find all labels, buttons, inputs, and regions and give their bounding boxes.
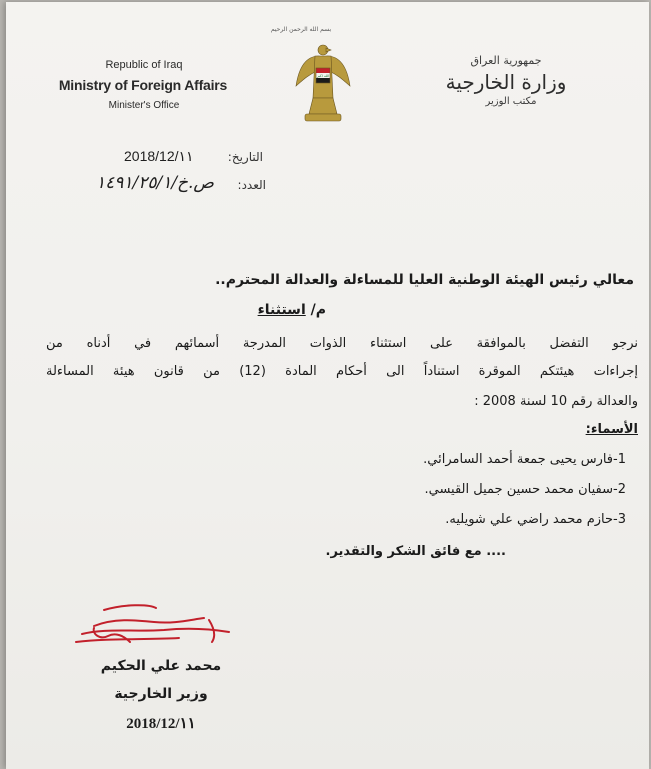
number-value: ص.خ/١٤٩١/٢٥/١ (95, 173, 214, 193)
subject-line (206, 302, 326, 318)
header-ministry-en: Ministry of Foreign Affairs (58, 77, 228, 93)
iraq-emblem-icon (293, 42, 353, 124)
body-line-1: نرجو التفضل بالموافقة على استثناء الذوات المدرجة أسمائهم في أدناه من (46, 336, 638, 351)
date-label: التاريخ: (227, 150, 263, 164)
letter-paper (6, 2, 649, 769)
signature-date: 2018/12/١١ (126, 716, 196, 732)
name-item-2: 2-سفيان محمد حسين جميل القيسي. (424, 482, 626, 497)
header-office-ar: مكتب الوزير (485, 96, 537, 107)
svg-text:الله اكبر: الله اكبر (316, 73, 330, 78)
date-value: 2018/12/١١ (124, 148, 194, 164)
header-office-en: Minister's Office (108, 100, 180, 111)
subject-text: استثناء (257, 302, 306, 318)
subject-prefix: م/ (310, 302, 326, 318)
header-republic-en: Republic of Iraq (105, 59, 183, 71)
body-line-3: والعدالة رقم 10 لسنة 2008 : (474, 394, 638, 409)
signature-scribble (64, 598, 239, 660)
header-ministry-ar: وزارة الخارجية (445, 70, 567, 94)
signer-name: محمد علي الحكيم (100, 658, 222, 674)
names-heading: الأسماء: (585, 422, 638, 437)
basmala: بسم الله الرحمن الرحيم (270, 26, 332, 33)
name-item-1: 1-فارس يحيى جمعة أحمد السامرائي. (423, 452, 626, 467)
signer-title: وزير الخارجية (114, 686, 208, 702)
closing-line: .... مع فائق الشكر والتقدير. (325, 544, 506, 559)
header-republic-ar: جمهورية العراق (470, 54, 542, 67)
addressee: معالي رئيس الهيئة الوطنية العليا للمساءلة والعدالة المحترم.. (215, 272, 634, 288)
body-line-2: إجراءات هيئتكم الموقرة استناداً الى أحكام المادة (12) من قانون هيئة المساءلة (46, 364, 638, 379)
name-item-3: 3-حازم محمد راضي علي شويليه. (445, 512, 626, 527)
number-label: العدد: (237, 178, 266, 192)
